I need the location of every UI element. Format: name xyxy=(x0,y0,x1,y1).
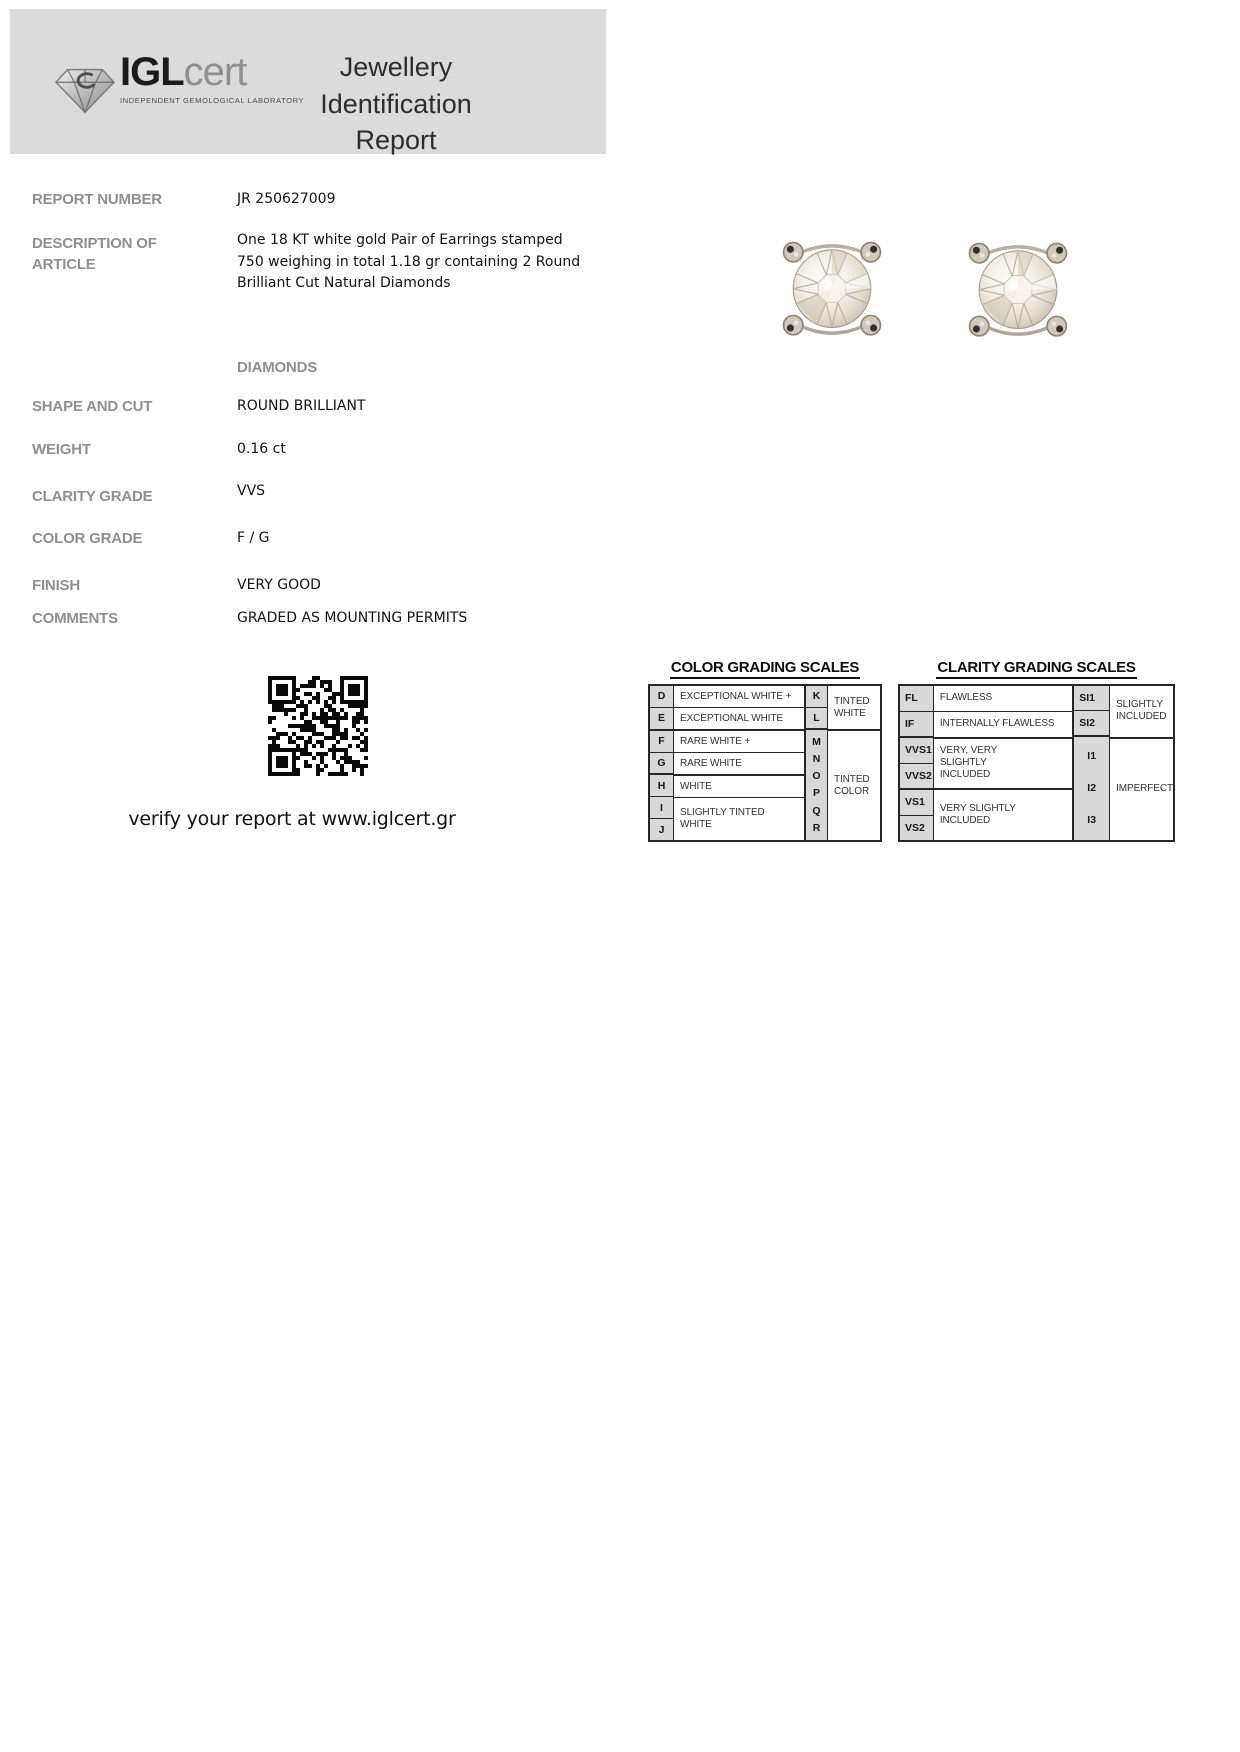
comments-value: GRADED AS MOUNTING PERMITS xyxy=(237,610,468,626)
color-grade-letter: J xyxy=(658,823,665,836)
earrings-photo xyxy=(775,228,1090,352)
earring-left xyxy=(775,228,889,347)
color-scales-title: COLOR GRADING SCALES xyxy=(670,659,860,679)
igl-logo xyxy=(54,49,304,115)
color-grade-letter: D xyxy=(650,686,673,708)
clarity-grade-letter: IF xyxy=(900,712,933,739)
clarity-grade-desc: INTERNALLY FLAWLESS xyxy=(934,712,1072,739)
color-grading-scales xyxy=(648,659,882,842)
report-header xyxy=(10,9,606,154)
shape-and-cut-label: SHAPE AND CUT xyxy=(32,398,153,415)
color-grade-letter: G xyxy=(650,753,673,776)
weight-label: WEIGHT xyxy=(32,441,91,458)
report-number-value: JR 250627009 xyxy=(237,191,336,207)
color-grade-desc: EXCEPTIONAL WHITE xyxy=(674,708,804,731)
clarity-grade-value: VVS xyxy=(237,483,266,499)
color-grade-letter: E xyxy=(650,708,673,731)
color-grade-letter: H xyxy=(650,775,673,797)
clarity-grading-scales xyxy=(898,659,1175,842)
clarity-grade-label: CLARITY GRADE xyxy=(32,488,153,505)
earring-right xyxy=(961,229,1075,348)
document-title xyxy=(288,49,504,159)
clarity-grading-table xyxy=(898,684,1175,842)
clarity-grade-desc: FLAWLESS xyxy=(934,686,1072,712)
clarity-grade-letter: VVS2 xyxy=(900,764,933,791)
color-grade-desc: RARE WHITE xyxy=(674,753,804,776)
clarity-grade-letter: VVS1 xyxy=(900,738,933,764)
clarity-grade-letter: VS2 xyxy=(905,821,925,834)
color-grade-desc: TINTED COLOR xyxy=(834,773,870,797)
clarity-grade-letter-group: I1 I2 I3 xyxy=(1087,749,1097,827)
color-grade-desc: RARE WHITE + xyxy=(674,731,804,753)
color-grade-desc: TINTED WHITE xyxy=(828,686,880,731)
color-grade-letter: F xyxy=(650,731,673,753)
color-grade-letter: K xyxy=(806,686,827,708)
color-grade-desc: SLIGHTLY TINTED WHITE xyxy=(680,807,765,830)
color-grade-letter: I xyxy=(650,797,673,819)
shape-and-cut-value: ROUND BRILLIANT xyxy=(237,398,366,414)
color-grade-letter: L xyxy=(806,708,827,731)
clarity-grade-letter: VS1 xyxy=(900,790,933,816)
finish-value: VERY GOOD xyxy=(237,577,321,593)
qr-code xyxy=(268,676,368,776)
clarity-grade-letter: SI1 xyxy=(1074,686,1109,711)
color-grade-desc: WHITE xyxy=(674,776,804,798)
clarity-grade-desc: VERY, VERY SLIGHTLY INCLUDED xyxy=(934,739,1072,791)
description-value: One 18 KT white gold Pair of Earrings stamped 750 weighing in total 1.18 gr containing 2 Round Brilliant Cut Natural Diamonds xyxy=(237,232,581,291)
color-grade-label: COLOR GRADE xyxy=(32,530,143,547)
clarity-grade-letter: SI2 xyxy=(1074,711,1109,737)
clarity-scales-title: CLARITY GRADING SCALES xyxy=(936,659,1136,679)
title-line-3: Report xyxy=(355,125,437,155)
diamonds-heading: DIAMONDS xyxy=(237,359,318,376)
brand-name xyxy=(120,49,304,95)
description-label: DESCRIPTION OF ARTICLE xyxy=(32,235,157,273)
brand-igl: IGL xyxy=(120,50,184,94)
color-grading-table xyxy=(648,684,882,842)
diamond-logo-icon xyxy=(54,65,116,115)
clarity-grade-desc: SLIGHTLY INCLUDED xyxy=(1110,686,1173,739)
title-line-1: Jewellery xyxy=(339,52,453,82)
comments-label: COMMENTS xyxy=(32,610,118,627)
brand-cert: cert xyxy=(183,50,247,94)
clarity-grade-letter: FL xyxy=(900,686,933,712)
brand-tagline: INDEPENDENT GEMOLOGICAL LABORATORY xyxy=(120,96,305,105)
color-grade-letter-group: M N O P Q R xyxy=(812,735,821,834)
clarity-grade-desc: IMPERFECT xyxy=(1116,783,1173,795)
report-number-label: REPORT NUMBER xyxy=(32,191,162,208)
color-grade-desc: EXCEPTIONAL WHITE + xyxy=(674,686,804,708)
clarity-grade-desc: VERY SLIGHTLY INCLUDED xyxy=(939,803,1016,827)
weight-value: 0.16 ct xyxy=(237,441,286,457)
verify-url-text: verify your report at www.iglcert.gr xyxy=(128,808,456,830)
color-grade-value: F / G xyxy=(237,530,270,546)
title-line-2: Identification xyxy=(320,88,472,119)
finish-label: FINISH xyxy=(32,577,80,594)
